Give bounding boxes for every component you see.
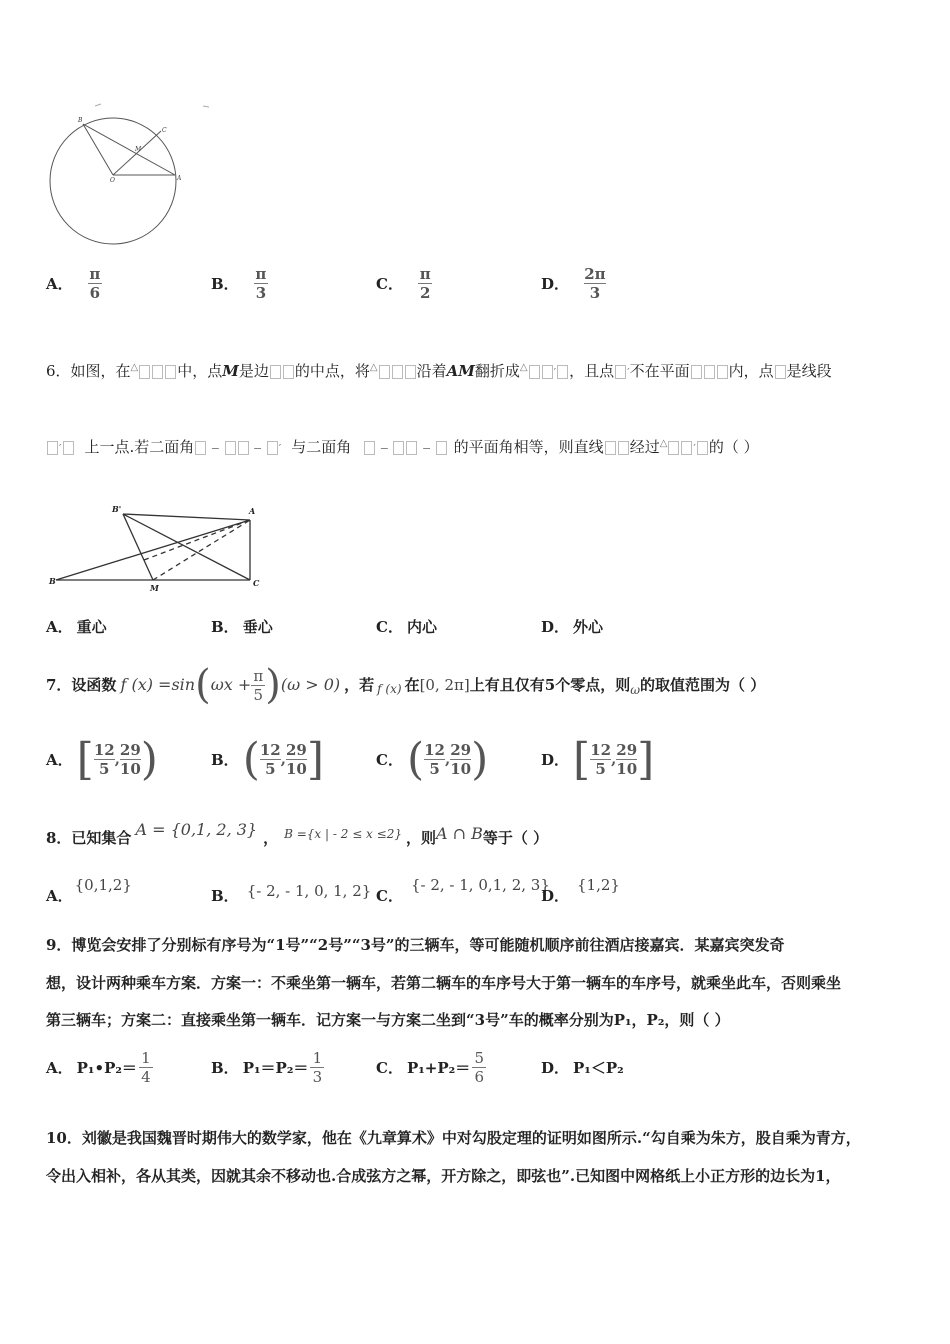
fraction-den: 2 [419, 284, 431, 302]
option-letter: D． [541, 275, 570, 293]
option-text: 重心 [76, 618, 107, 636]
fraction-den: 5 [595, 759, 606, 778]
fraction-num: 29 [285, 740, 307, 759]
q6-text: 的（ ） [708, 438, 759, 456]
q7-stem: 7．设函数 f (x) =sin ( ωx + $\frac{\pi}{5}$ ) (ω > 0) ，若 f (x) 在 [0, 2π] 上有且仅有 5 个零点，则 ω 的取值范围为（ ） [46, 662, 766, 708]
q6-option-a[interactable] [46, 616, 107, 637]
q7-option-b[interactable]: B． ( $\frac{12}{5}$ , $\frac{29}{10}$ ] [211, 733, 325, 785]
q6-option-b[interactable] [211, 616, 273, 637]
label-A: A [177, 175, 182, 182]
option-text: {1,2} [577, 876, 620, 894]
option-letter: A． [46, 1058, 73, 1077]
q7-text: ，若 [344, 676, 375, 694]
fraction-den: 5 [99, 759, 110, 778]
fraction-num: 1 [141, 1048, 151, 1067]
option-text: P₁＜P₂ [573, 1058, 624, 1077]
q6-text: 内，点 [728, 362, 774, 380]
q8-option-b[interactable] [211, 876, 371, 906]
right-bracket: ) [471, 733, 489, 785]
q7-option-a[interactable]: A． [ $\frac{12}{5}$ , $\frac{29}{10}$ ) [46, 733, 158, 785]
q8-set-a: A = {0,1, 2, 3} [135, 820, 258, 839]
option-text: {0,1,2} [74, 876, 132, 894]
fraction-num: 1 [312, 1048, 323, 1067]
option-letter: C． [376, 750, 403, 769]
label-C: C [162, 127, 167, 134]
option-text: P₁+P₂＝ [406, 1058, 471, 1077]
q6-var: M [222, 362, 239, 380]
q8-set-b: B ={x | - 2 ≤ x ≤2} [284, 827, 402, 841]
right-bracket: ] [637, 733, 655, 785]
fraction [94, 741, 115, 778]
q8-text: 8．已知集合 [46, 829, 132, 847]
fraction-den: 10 [616, 759, 638, 778]
fraction-num: 29 [450, 740, 472, 759]
fraction [254, 265, 268, 302]
q8-intersection: A ∩ B [435, 824, 483, 843]
q6-text: 是线段 [786, 362, 832, 380]
fraction [450, 741, 471, 778]
option-letter: A． [46, 887, 73, 905]
q6-line2: ′ 上一点.若二面角 − − ′ 与二面角 − − 的平面角相等，则直线 经过△ ′ 的（ ） [46, 434, 759, 459]
fraction-den: 6 [474, 1067, 484, 1086]
label-C: C [253, 578, 260, 588]
option-letter: B． [211, 887, 239, 905]
option-text: 垂心 [242, 618, 273, 636]
q7-interval: [0, 2π] [419, 676, 470, 694]
q5-option-b[interactable] [211, 265, 268, 302]
q6-text: 与二面角 [291, 438, 352, 456]
q6-text: 中，点 [177, 362, 223, 380]
q9-option-c[interactable] [376, 1045, 486, 1089]
fraction [260, 741, 281, 778]
q5-option-c[interactable] [376, 265, 432, 302]
q9-line2: 想，设计两种乘车方案．方案一：不乘坐第一辆车，若第二辆车的车序号大于第一辆车的车序号，就乘坐此车，否则乘坐 [46, 974, 842, 992]
q9-line1: 9．博览会安排了分别标有序号为“1号”“2号”“3号”的三辆车，等可能随机顺序前往酒店接嘉宾．某嘉宾突发奇 [46, 936, 785, 954]
q6-var: AM [446, 362, 475, 380]
circle-figure [45, 98, 215, 258]
option-text: P₁•P₂＝ [76, 1058, 137, 1077]
q8-option-d[interactable] [541, 876, 620, 906]
option-letter: B． [211, 750, 239, 769]
fraction-den: 3 [312, 1067, 323, 1086]
q7-function: f (x) =sin [120, 675, 196, 694]
q9-option-d[interactable] [541, 1045, 624, 1089]
label-A: A [249, 506, 256, 516]
fraction [310, 1049, 324, 1086]
q6-text: 经过 [629, 438, 660, 456]
fraction-num: π [419, 265, 431, 283]
fraction [251, 667, 265, 704]
q6-text: 是边 [238, 362, 269, 380]
option-letter: A． [46, 618, 73, 636]
q7-text: 个零点，则 [555, 676, 631, 694]
q9-line3: 第三辆车；方案二：直接乘坐第一辆车．记方案一与方案二坐到“3号”车的概率分别为P₁，P₂，则（ ） [46, 1011, 730, 1029]
option-text: 外心 [573, 618, 604, 636]
q8-text: ， [263, 829, 279, 847]
q7-text: 7．设函数 [46, 676, 117, 694]
q9-option-a[interactable] [46, 1045, 153, 1089]
q8-option-a[interactable] [46, 876, 132, 906]
q6-line1: 6．如图，在△ 中，点M是边 的中点，将△ 沿着AM翻折成△ ′ ，且点 ′不在平面 内，点 是线段 [46, 362, 832, 380]
q5-option-a[interactable] [46, 265, 102, 302]
q6-option-c[interactable] [376, 616, 437, 637]
fraction-num: 5 [474, 1048, 484, 1067]
fraction-num: 29 [119, 740, 141, 759]
q10-line1: 10．刘徽是我国魏晋时期伟大的数学家，他在《九章算术》中对勾股定理的证明如图所示.“勾自乘为朱方，股自乘为青方， [46, 1129, 861, 1147]
fraction-num: 12 [590, 740, 612, 759]
option-text: P₁＝P₂＝ [242, 1058, 309, 1077]
fraction [590, 741, 611, 778]
option-letter: C． [376, 618, 403, 636]
fraction [584, 265, 605, 302]
fraction-den: 3 [255, 284, 267, 302]
fraction-den: 4 [141, 1067, 151, 1086]
left-bracket: [ [76, 733, 94, 785]
q7-fx: f (x) [377, 682, 402, 696]
q6-text: 沿着 [416, 362, 447, 380]
fraction-den: 5 [429, 759, 440, 778]
fraction-num: π [255, 265, 267, 283]
q6-text: 的中点，将 [294, 362, 370, 380]
fraction-num: 12 [93, 740, 115, 759]
q6-text: 6．如图，在 [46, 362, 131, 380]
q7-text: 在 [404, 676, 420, 694]
option-letter: B． [211, 1058, 239, 1077]
option-letter: D． [541, 750, 570, 769]
option-letter: D． [541, 618, 570, 636]
left-bracket: ( [406, 733, 425, 785]
label-M: M [150, 583, 159, 593]
q5-option-d[interactable] [541, 265, 606, 302]
option-letter: D． [541, 1058, 570, 1077]
fraction-den: 5 [265, 759, 276, 778]
right-bracket: ] [306, 733, 325, 785]
fraction-num: π [253, 666, 264, 685]
right-bracket: ) [140, 733, 158, 785]
fraction-num: 2π [584, 265, 606, 283]
q10-line2: 令出入相补，各从其类，因就其余不移动也.合成弦方之幂，开方除之，即弦也”.已知图中网格纸上小正方形的边长为1， [46, 1167, 841, 1185]
label-M: M [135, 146, 142, 153]
fraction [286, 741, 307, 778]
q6-text: 上一点.若二面角 [84, 438, 195, 456]
option-letter: D． [541, 887, 570, 905]
fraction-den: 10 [119, 759, 141, 778]
fraction-num: 12 [259, 740, 281, 759]
label-Bprime: B' [112, 504, 122, 514]
q6-text: 不在平面 [629, 362, 690, 380]
fraction-den: 10 [450, 759, 472, 778]
q6-text: ，且点 [569, 362, 615, 380]
q6-text: 翻折成 [474, 362, 520, 380]
fraction-num: 12 [424, 740, 445, 759]
option-letter: C． [376, 275, 403, 293]
option-letter: A． [46, 275, 73, 293]
option-letter: B． [211, 618, 239, 636]
label-B: B [49, 576, 56, 586]
q7-function-inner: ωx + [210, 675, 252, 694]
q8-text: ，则 [405, 829, 436, 847]
fraction [120, 741, 141, 778]
option-letter: C． [376, 887, 403, 905]
fold-figure [46, 500, 276, 595]
fraction-den: 3 [589, 284, 601, 302]
fraction-den: 6 [89, 284, 101, 302]
left-bracket: ( [242, 733, 260, 785]
fraction [139, 1049, 153, 1086]
fraction [424, 741, 445, 778]
q7-option-c[interactable]: C． ( $\frac{12}{5}$ , $\frac{29}{10}$ ) [376, 733, 489, 785]
option-letter: C． [376, 1058, 403, 1077]
fraction [88, 265, 102, 302]
fraction-den: 10 [285, 759, 307, 778]
q8-text: 等于（ ） [482, 829, 549, 847]
fraction [418, 265, 432, 302]
option-text: 内心 [406, 618, 437, 636]
q7-omega: ω [630, 683, 641, 697]
q6-option-d[interactable] [541, 616, 603, 637]
label-O: O [110, 177, 115, 184]
q7-text: 的取值范围为（ ） [640, 676, 766, 694]
fraction [616, 741, 637, 778]
option-text: {- 2, - 1, 0, 1, 2} [246, 882, 372, 900]
fraction-den: 5 [253, 685, 264, 704]
q8-option-c[interactable] [376, 876, 550, 906]
fraction-num: 29 [616, 740, 638, 759]
option-letter: B． [211, 275, 239, 293]
q7-text: 5 [544, 676, 556, 694]
q7-option-d[interactable]: D． [ $\frac{12}{5}$ , $\frac{29}{10}$ ] [541, 733, 655, 785]
fraction [472, 1049, 486, 1086]
q9-option-b[interactable] [211, 1045, 324, 1089]
left-bracket: [ [573, 733, 591, 785]
q8-stem [46, 820, 548, 856]
option-text: {- 2, - 1, 0,1, 2, 3} [410, 876, 550, 894]
q7-text: 上有且仅有 [469, 676, 545, 694]
q7-condition: (ω > 0) [280, 675, 341, 694]
fraction-num: π [89, 265, 101, 283]
label-B: B [78, 117, 83, 124]
option-letter: A． [46, 750, 73, 769]
q6-text: 的平面角相等，则直线 [453, 438, 604, 456]
